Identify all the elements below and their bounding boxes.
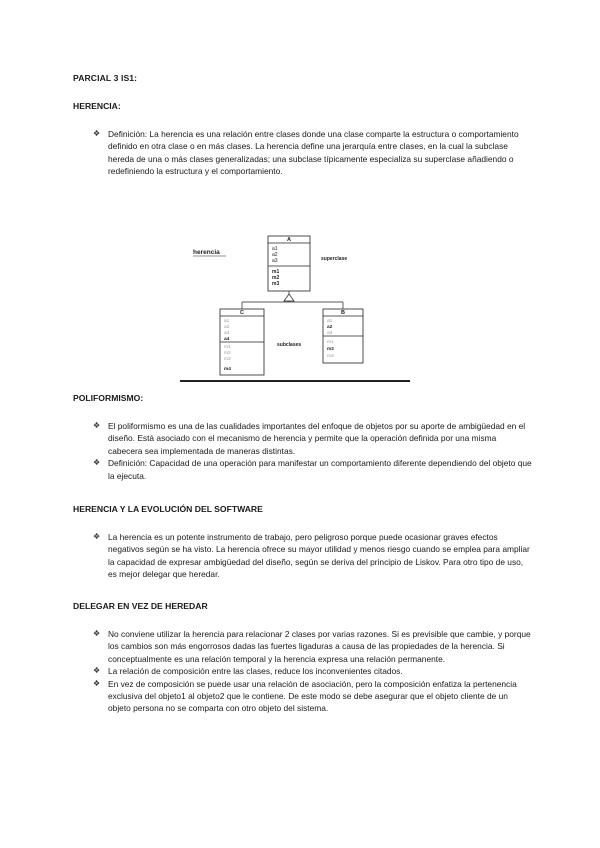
poliformismo-list	[93, 420, 533, 482]
diamond-bullet-icon: ❖	[93, 629, 101, 638]
class-c-attr: a4	[224, 337, 230, 342]
class-c-name: C	[240, 310, 244, 316]
diagram-label: herencia	[193, 249, 220, 256]
class-a-attr: a1	[272, 246, 278, 252]
list-item: ❖ La herencia es un potente instrumento de trabajo, pero peligroso porque puede ocasionar graves efectos negativos según se ha visto. La herencia ofrece su mayor utilidad y menos riesgo cuando se emplea para ampliar la capacidad de expresar ambigüedad del diseño, según se deriva del principio de Liskov. Para otro tipo de uso, es mejor delegar que heredar.	[93, 532, 530, 580]
list-item: ❖ En vez de composición se puede usar una relación de asociación, pero la composición enfatiza la pertenencia exclusiva del objeto1 al objeto2 que le contiene. De este modo se debe asegurar que el objeto cliente de un objeto persona no se comparta con otro objeto del sistema.	[93, 678, 517, 714]
class-a-attr: a2	[272, 252, 278, 258]
class-b-attr: a1	[327, 319, 333, 324]
subclass-label: subclases	[277, 342, 302, 348]
class-b-method: m3	[327, 354, 334, 359]
class-b-box	[323, 309, 363, 363]
class-a-name: A	[287, 237, 291, 243]
class-b-method: m2	[327, 347, 334, 352]
class-a-attr: a3	[272, 258, 278, 264]
document-title: PARCIAL 3 IS1:	[73, 73, 138, 83]
class-b-attr: a3	[327, 331, 333, 336]
class-c-attr: a3	[224, 331, 230, 336]
list-item: ❖ La relación de composición entre las clases, reduce los inconvenientes citados.	[93, 666, 403, 677]
diamond-bullet-icon: ❖	[93, 532, 101, 541]
class-b-name: B	[341, 310, 345, 316]
class-b-attr: a2	[327, 325, 333, 330]
delegar-list	[93, 628, 533, 715]
list-item: ❖ No conviene utilizar la herencia para relacionar 2 clases por varias razones. Si es previsible que cambie, y porque los cambios son más engorrosos dadas las fuertes ligaduras a causa de las propiedades de la herencia. Si conceptualmente es una relación temporal y la herencia expresa una relación permanente.	[93, 629, 531, 664]
class-a-method: m2	[272, 275, 280, 281]
section-heading-herencia: HERENCIA:	[73, 101, 121, 111]
section-heading-evolucion: HERENCIA Y LA EVOLUCIÓN DEL SOFTWARE	[73, 504, 263, 514]
diamond-bullet-icon: ❖	[93, 678, 101, 688]
diamond-bullet-icon: ❖	[93, 458, 101, 468]
class-c-method: m1	[224, 345, 231, 350]
diamond-bullet-icon: ❖	[93, 421, 101, 430]
inheritance-diagram	[180, 228, 410, 382]
diamond-bullet-icon: ❖	[93, 129, 101, 138]
superclass-label: superclase	[321, 256, 348, 262]
class-c-attr: a2	[224, 325, 230, 330]
list-item: ❖ Definición: La herencia es una relación entre clases donde una clase comparte la estructura o comportamiento definido en otra clase o en más clases. La herencia define una jerarquía entre clases, en la cual la subclase hereda de una o más clases generalizadas; una subclase típicamente especializa su superclase añadiendo o redefiniendo la estructura y el comportamiento.	[93, 129, 519, 177]
class-a-box	[268, 236, 310, 291]
class-b-method: m1	[327, 340, 334, 345]
herencia-list	[93, 128, 533, 178]
class-c-method: m2	[224, 351, 231, 356]
section-heading-delegar: DELEGAR EN VEZ DE HEREDAR	[73, 601, 208, 611]
diamond-bullet-icon: ❖	[93, 666, 101, 676]
list-item: ❖ Definición: Capacidad de una operación para manifestar un comportamiento diferente dependiendo del objeto que la ejecuta.	[93, 458, 532, 481]
uml-diagram-svg	[180, 228, 410, 378]
class-c-box	[220, 309, 264, 375]
class-c-attr: a1	[224, 319, 230, 324]
class-a-method: m3	[272, 281, 280, 287]
list-item: ❖ El poliformismo es una de las cualidades importantes del enfoque de objetos por su aporte de ambigüedad en el diseño. Está asociado con el mecanismo de herencia y permite que la operación definida por una misma cabecera sea implementada de maneras distintas.	[93, 421, 526, 456]
class-c-method: m4	[224, 367, 231, 372]
class-a-method: m1	[272, 269, 280, 275]
evolucion-list	[93, 531, 533, 581]
section-heading-poliformismo: POLIFORMISMO:	[73, 393, 144, 403]
class-c-method: m3	[224, 357, 231, 362]
